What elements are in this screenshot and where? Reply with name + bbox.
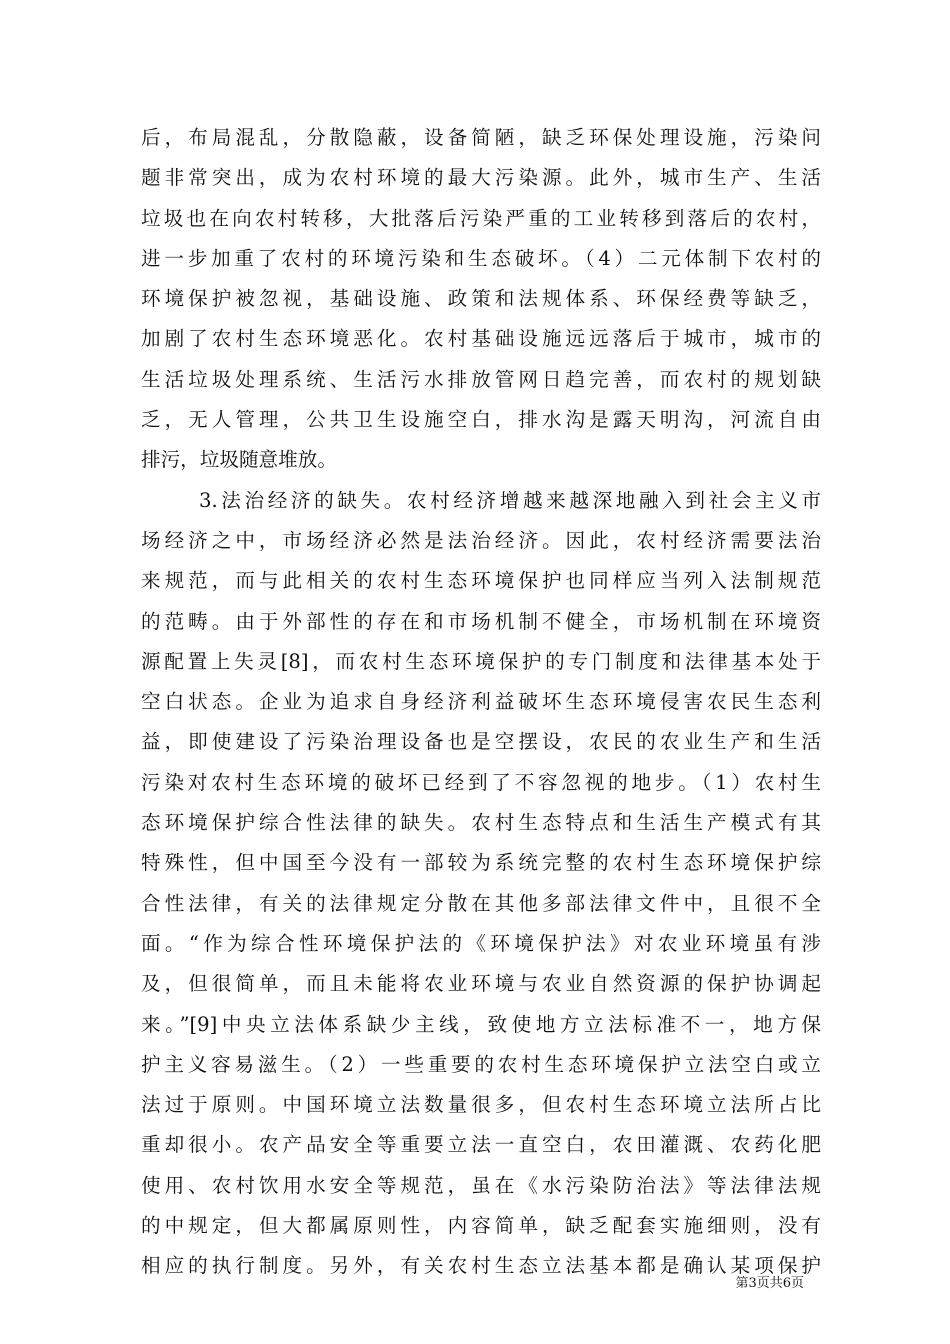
text-line: 污染对农村生态环境的破坏已经到了不容忽视的地步。（1）农村生: [141, 770, 821, 794]
text-line: 环境保护被忽视，基础设施、政策和法规体系、环保经费等缺乏，: [141, 287, 821, 311]
text-line: 来规范，而与此相关的农村生态环境保护也同样应当列入法制规范: [141, 569, 821, 593]
text-line: 的范畴。由于外部性的存在和市场机制不健全，市场机制在环境资: [141, 609, 821, 633]
text-line: 法过于原则。中国环境立法数量很多，但农村生态环境立法所占比: [141, 1093, 821, 1117]
text-line: 乏，无人管理，公共卫生设施空白，排水沟是露天明沟，河流自由: [141, 408, 821, 432]
text-line: 相应的执行制度。另外，有关农村生态立法基本都是确认某项保护: [141, 1254, 821, 1278]
text-line: 加剧了农村生态环境恶化。农村基础设施远远落后于城市，城市的: [141, 327, 821, 351]
text-line: 排污，垃圾随意堆放。: [141, 448, 337, 472]
text-line: 来。”[9]中央立法体系缺少主线，致使地方立法标准不一，地方保: [141, 1012, 821, 1036]
text-line: 生活垃圾处理系统、生活污水排放管网日趋完善，而农村的规划缺: [141, 367, 821, 391]
text-line: 后，布局混乱，分散隐蔽，设备简陋，缺乏环保处理设施，污染问: [141, 126, 821, 149]
page-number: 第3页共6页: [735, 1276, 804, 1291]
text-line: 重却很小。农产品安全等重要立法一直空白，农田灌溉、农药化肥: [141, 1133, 821, 1157]
text-line: 题非常突出，成为农村环境的最大污染源。此外，城市生产、生活: [141, 166, 821, 190]
text-line: 合性法律，有关的法律规定分散在其他多部法律文件中，且很不全: [141, 891, 821, 915]
text-line: 场经济之中，市场经济必然是法治经济。因此，农村经济需要法治: [141, 528, 821, 552]
text-line: 护主义容易滋生。（2）一些重要的农村生态环境保护立法空白或立: [141, 1052, 821, 1076]
text-line: 3.法治经济的缺失。农村经济增越来越深地融入到社会主义市: [199, 488, 821, 512]
text-line: 垃圾也在向农村转移，大批落后污染严重的工业转移到落后的农村，: [141, 206, 821, 230]
body-text: [141, 118, 821, 1287]
text-line: 益，即使建设了污染治理设备也是空摆设，农民的农业生产和生活: [141, 730, 821, 754]
text-line: 的中规定，但大都属原则性，内容简单，缺乏配套实施细则，没有: [141, 1214, 821, 1238]
text-line: 使用、农村饮用水安全等规范，虽在《水污染防治法》等法律法规: [141, 1173, 821, 1197]
text-line: 及，但很简单，而且未能将农业环境与农业自然资源的保护协调起: [141, 972, 821, 996]
text-line: 空白状态。企业为追求自身经济利益破坏生态环境侵害农民生态利: [141, 690, 821, 714]
text-line: 源配置上失灵[8]，而农村生态环境保护的专门制度和法律基本处于: [141, 649, 821, 673]
text-line: 态环境保护综合性法律的缺失。农村生态特点和生活生产模式有其: [141, 811, 821, 835]
text-line: 面。“作为综合性环境保护法的《环境保护法》对农业环境虽有涉: [141, 931, 821, 955]
text-line: 特殊性，但中国至今没有一部较为系统完整的农村生态环境保护综: [141, 851, 821, 875]
text-line: 进一步加重了农村的环境污染和生态破坏。（4）二元体制下农村的: [141, 246, 821, 270]
